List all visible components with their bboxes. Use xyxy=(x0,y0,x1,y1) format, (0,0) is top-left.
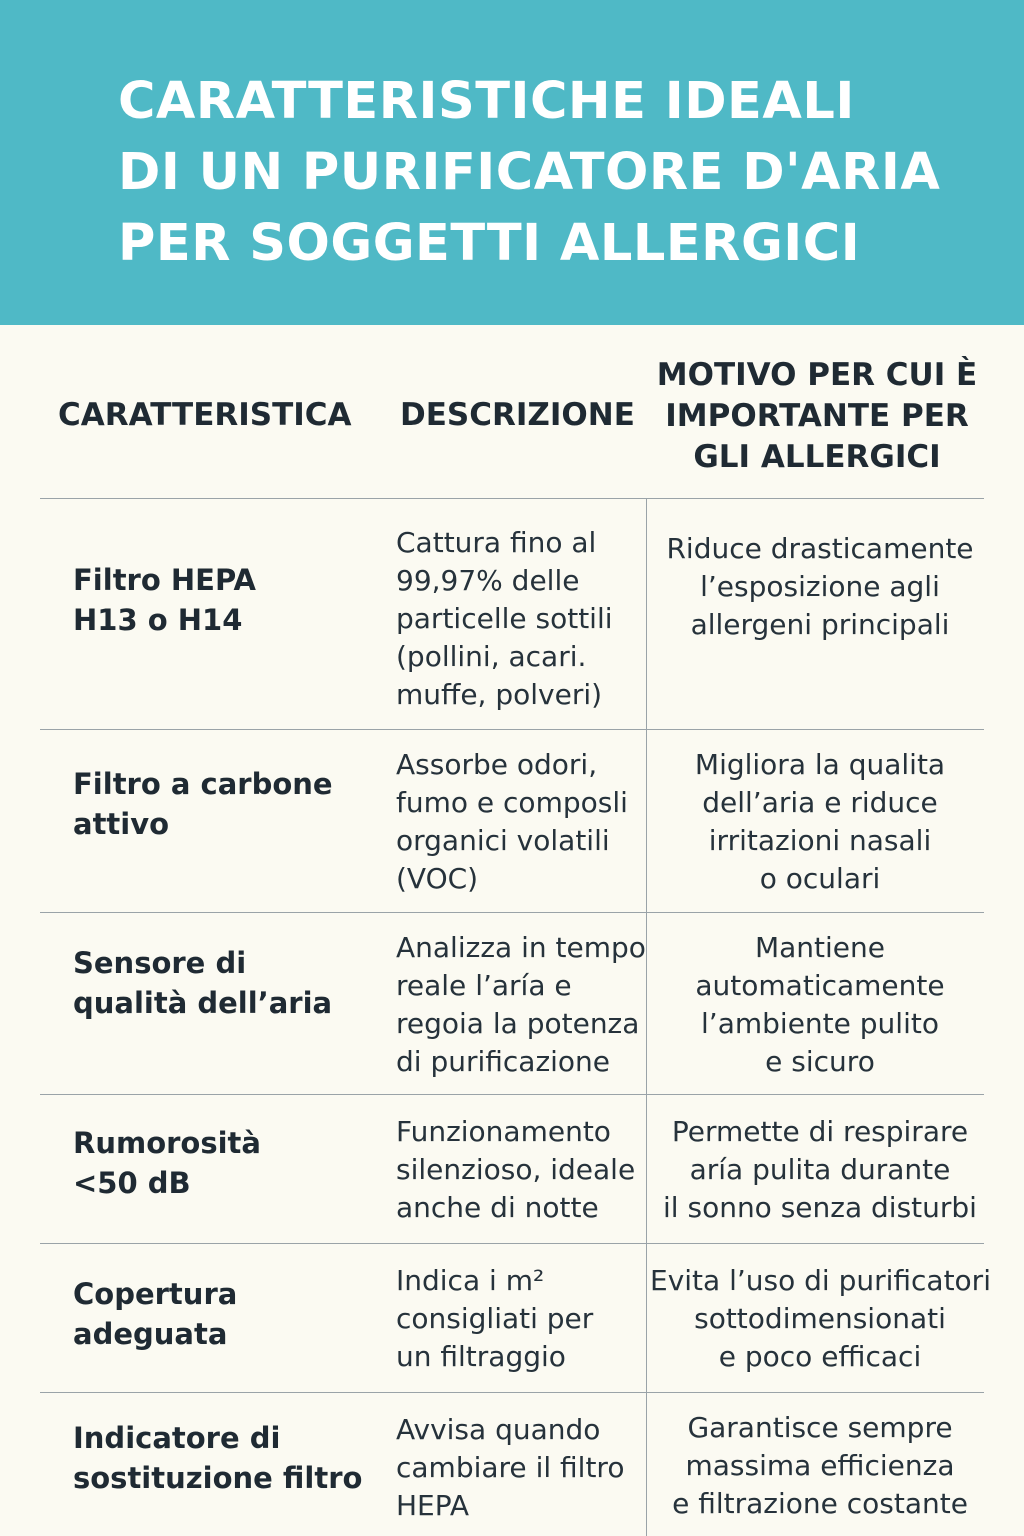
row-feature-line: Filtro a carbone xyxy=(73,767,333,801)
row-description xyxy=(396,929,644,1081)
row-reason xyxy=(650,1262,990,1376)
row-description xyxy=(396,1113,644,1227)
row-feature xyxy=(73,1274,373,1354)
row-reason-line: allergeni principali xyxy=(690,608,950,641)
row-reason-line: o oculari xyxy=(759,862,881,895)
row-reason-line: Garantisce sempre xyxy=(687,1411,953,1444)
row-reason-line: massima efficienza xyxy=(685,1449,955,1482)
column-header-description: DESCRIZIONE xyxy=(400,397,635,433)
row-reason-line: Riduce drasticamente xyxy=(666,532,974,565)
row-description xyxy=(396,746,644,898)
row-reason xyxy=(650,929,990,1081)
row-feature-line: qualità dell’aria xyxy=(73,986,333,1020)
row-divider xyxy=(40,729,984,730)
row-description-line: fumo e composli xyxy=(396,786,628,819)
row-feature-line: Sensore di xyxy=(73,946,247,980)
row-description xyxy=(396,1262,644,1376)
column-header-reason-line: IMPORTANTE PER xyxy=(665,398,969,434)
row-reason-line: Permette di respirare xyxy=(671,1115,969,1148)
row-description-line: (VOC) xyxy=(396,862,479,895)
row-reason-line: automaticamente xyxy=(695,969,945,1002)
row-reason-line: irritazioni nasali xyxy=(708,824,932,857)
column-header-reason xyxy=(652,355,982,478)
row-reason-line: e sicuro xyxy=(765,1045,875,1078)
column-header-feature: CARATTERISTICA xyxy=(58,397,352,433)
row-reason xyxy=(650,746,990,898)
row-description-line: un filtraggio xyxy=(396,1340,566,1373)
row-description-line: anche di notte xyxy=(396,1191,599,1224)
row-reason-line: l’esposizione agli xyxy=(700,570,940,603)
row-reason-line: e poco efficaci xyxy=(718,1340,922,1373)
row-description-line: reale l’aría e xyxy=(396,969,572,1002)
row-reason xyxy=(650,530,990,644)
row-feature-line: adeguata xyxy=(73,1317,228,1351)
column-header-reason-line: MOTIVO PER CUI È xyxy=(656,357,978,393)
row-description-line: Analizza in tempo xyxy=(396,931,646,964)
row-feature-line: Rumorosità xyxy=(73,1126,261,1160)
row-reason xyxy=(650,1409,990,1523)
row-divider xyxy=(40,498,984,499)
row-description-line: (pollini, acari. xyxy=(396,640,587,673)
row-description-line: Funzionamento xyxy=(396,1115,611,1148)
row-feature xyxy=(73,943,373,1023)
row-description-line: consigliati per xyxy=(396,1302,594,1335)
row-feature xyxy=(73,1123,373,1203)
row-description-line: 99,97% delle xyxy=(396,564,580,597)
row-reason xyxy=(650,1113,990,1227)
row-feature-line: Indicatore di xyxy=(73,1421,281,1455)
row-feature-line: Filtro HEPA xyxy=(73,563,256,597)
column-divider xyxy=(646,498,647,1536)
title-line: PER SOGGETTI ALLERGICI xyxy=(118,214,861,273)
row-feature xyxy=(73,560,373,640)
row-reason-line: Evita l’uso di purificatori xyxy=(650,1264,991,1297)
row-description-line: Avvisa quando xyxy=(396,1413,601,1446)
row-reason-line: l’ambiente pulito xyxy=(701,1007,939,1040)
row-description-line: muffe, polveri) xyxy=(396,678,603,711)
row-description-line: di purificazione xyxy=(396,1045,611,1078)
row-feature-line: sostituzione filtro xyxy=(73,1461,363,1495)
row-feature-line: Copertura xyxy=(73,1277,238,1311)
row-description xyxy=(396,1411,644,1525)
row-description-line: regoia la potenza xyxy=(396,1007,640,1040)
row-description-line: HEPA xyxy=(396,1489,469,1522)
row-divider xyxy=(40,912,984,913)
row-feature-line: H13 o H14 xyxy=(73,603,243,637)
row-divider xyxy=(40,1243,984,1244)
row-reason-line: aría pulita durante xyxy=(689,1153,951,1186)
row-reason-line: Migliora la qualita xyxy=(694,748,946,781)
row-description-line: cambiare il filtro xyxy=(396,1451,625,1484)
row-feature-line: <50 dB xyxy=(73,1166,191,1200)
column-header-reason-line: GLI ALLERGICI xyxy=(693,439,941,475)
row-divider xyxy=(40,1392,984,1393)
row-description xyxy=(396,524,644,714)
title-banner xyxy=(0,0,1024,325)
row-description-line: Assorbe odori, xyxy=(396,748,598,781)
row-feature xyxy=(73,1418,373,1498)
title-line: DI UN PURIFICATORE D'ARIA xyxy=(118,143,941,202)
row-feature-line: attivo xyxy=(73,807,170,841)
row-description-line: silenzioso, ideale xyxy=(396,1153,636,1186)
row-reason-line: dell’aria e riduce xyxy=(702,786,938,819)
row-feature xyxy=(73,764,373,844)
page-title xyxy=(118,66,998,279)
row-description-line: organici volatili xyxy=(396,824,610,857)
row-description-line: Cattura fino al xyxy=(396,526,597,559)
row-description-line: particelle sottili xyxy=(396,602,613,635)
row-reason-line: sottodimensionati xyxy=(694,1302,946,1335)
row-description-line: Indica i m² xyxy=(396,1264,545,1297)
row-reason-line: e filtrazione costante xyxy=(672,1487,968,1520)
row-reason-line: il sonno senza disturbi xyxy=(663,1191,977,1224)
row-divider xyxy=(40,1094,984,1095)
title-line: CARATTERISTICHE IDEALI xyxy=(118,72,855,131)
row-reason-line: Mantiene xyxy=(754,931,886,964)
